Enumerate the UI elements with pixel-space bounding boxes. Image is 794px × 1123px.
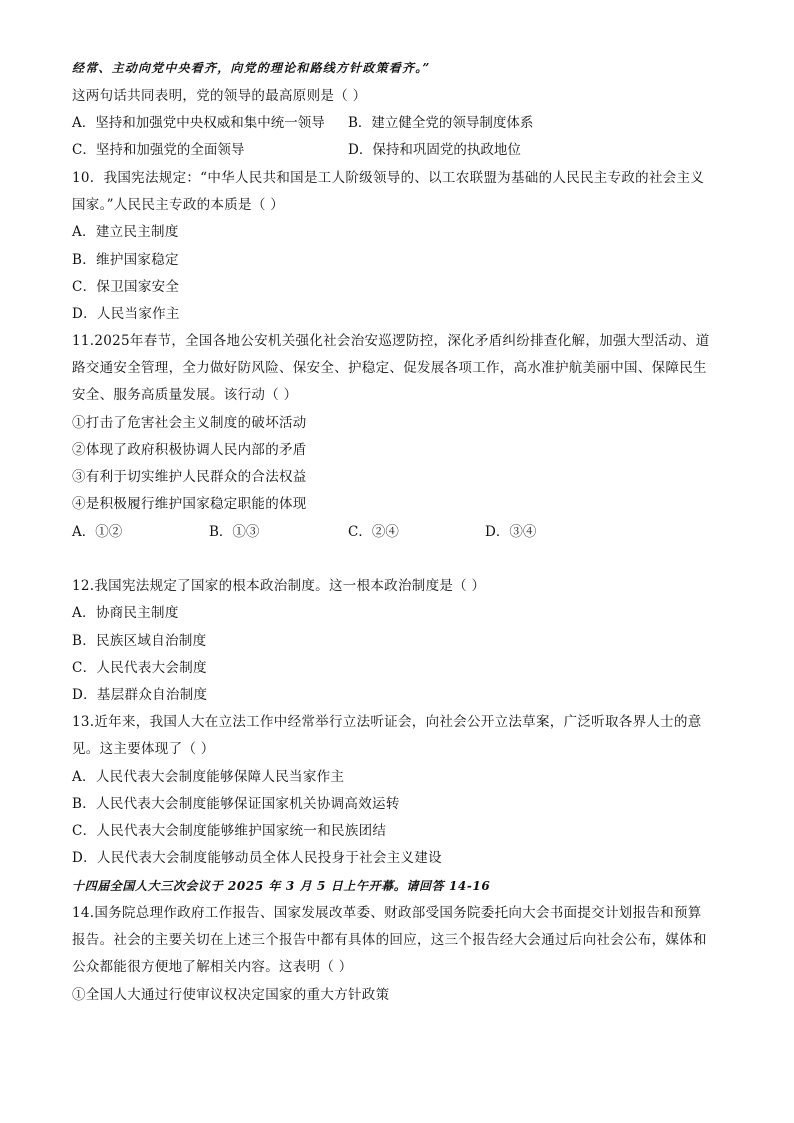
q10-option-b: B．维护国家稳定 (72, 252, 179, 268)
q13-option-c: C．人民代表大会制度能够维护国家统一和民族团结 (72, 823, 387, 839)
q13-stem-line1: 13.近年来，我国人大在立法工作中经常举行立法听证会，向社会公开立法草案，广泛听取各界人士的意 (72, 714, 702, 730)
q10-option-a: A．建立民主制度 (72, 224, 179, 240)
q12-option-a: A．协商民主制度 (72, 605, 179, 621)
q11-option-a: A．①② (72, 524, 123, 540)
q9-option-d: D．保持和巩固党的执政地位 (348, 142, 521, 158)
q9-options-row-1 (72, 113, 732, 133)
q11-statement-3: ③有利于切实维护人民群众的合法权益 (72, 469, 307, 485)
q9-option-c: C．坚持和加强党的全面领导 (72, 142, 245, 158)
q11-statement-2: ②体现了政府积极协调人民内部的矛盾 (72, 442, 307, 458)
material-intro: 十四届全国人大三次会议于 2025 年 3 月 5 日上午开幕。请回答 14-16 (72, 879, 491, 893)
q14-stem-line3: 公众都能很方便地了解相关内容。这表明（ ） (72, 959, 353, 975)
q11-statement-1: ①打击了危害社会主义制度的破坏活动 (72, 415, 307, 431)
q12-option-c: C．人民代表大会制度 (72, 660, 207, 676)
q11-statement-4: ④是积极履行维护国家稳定职能的体现 (72, 496, 307, 512)
q12-option-b: B．民族区域自治制度 (72, 633, 207, 649)
q10-option-d: D．人民当家作主 (72, 306, 180, 322)
q12-option-d: D．基层群众自治制度 (72, 687, 208, 703)
q9-quote-tail: 经常、主动向党中央看齐，向党的理论和路线方针政策看齐。” (72, 61, 431, 75)
q11-stem-line2: 路交通安全管理，全力做好防风险、保安全、护稳定、促发展各项工作，高水准护航美丽中国、保障民生 (72, 360, 707, 376)
q10-stem-line2: 国家。”人民民主专政的本质是（ ） (72, 197, 285, 213)
q11-stem-line1: 11.2025年春节，全国各地公安机关强化社会治安巡逻防控，深化矛盾纠纷排查化解，加强大型活动、道 (72, 333, 710, 349)
q13-option-a: A．人民代表大会制度能够保障人民当家作主 (72, 769, 345, 785)
q10-stem-line1: 10．我国宪法规定：“中华人民共和国是工人阶级领导的、以工农联盟为基础的人民民主专政的社会主义 (72, 170, 705, 186)
q14-stem-line2: 报告。社会的主要关切在上述三个报告中都有具体的回应，这三个报告经大会通过后向社会公布，媒体和 (72, 932, 707, 948)
q9-option-a: A．坚持和加强党中央权威和集中统一领导 (72, 115, 325, 131)
q9-options-row-2 (72, 140, 732, 160)
q11-option-d: D．③④ (485, 524, 537, 540)
q10-option-c: C．保卫国家安全 (72, 279, 180, 295)
q9-option-b: B．建立健全党的领导制度体系 (348, 115, 534, 131)
q11-options-row (72, 522, 732, 542)
q12-stem: 12.我国宪法规定了国家的根本政治制度。这一根本政治制度是（ ） (72, 578, 486, 594)
q13-option-d: D．人民代表大会制度能够动员全体人民投身于社会主义建设 (72, 850, 442, 866)
q11-option-c: C．②④ (348, 524, 399, 540)
q11-stem-line3: 安全、服务高质量发展。该行动（ ） (72, 387, 298, 403)
q11-option-b: B．①③ (209, 524, 260, 540)
q14-statement-1: ①全国人大通过行使审议权决定国家的重大方针政策 (72, 987, 390, 1003)
q13-stem-line2: 见。这主要体现了（ ） (72, 741, 215, 757)
q14-stem-line1: 14.国务院总理作政府工作报告、国家发展改革委、财政部受国务院委托向大会书面提交计划报告和预算 (72, 905, 702, 921)
q9-stem: 这两句话共同表明，党的领导的最高原则是（ ） (72, 88, 367, 104)
q13-option-b: B．人民代表大会制度能够保证国家机关协调高效运转 (72, 796, 400, 812)
